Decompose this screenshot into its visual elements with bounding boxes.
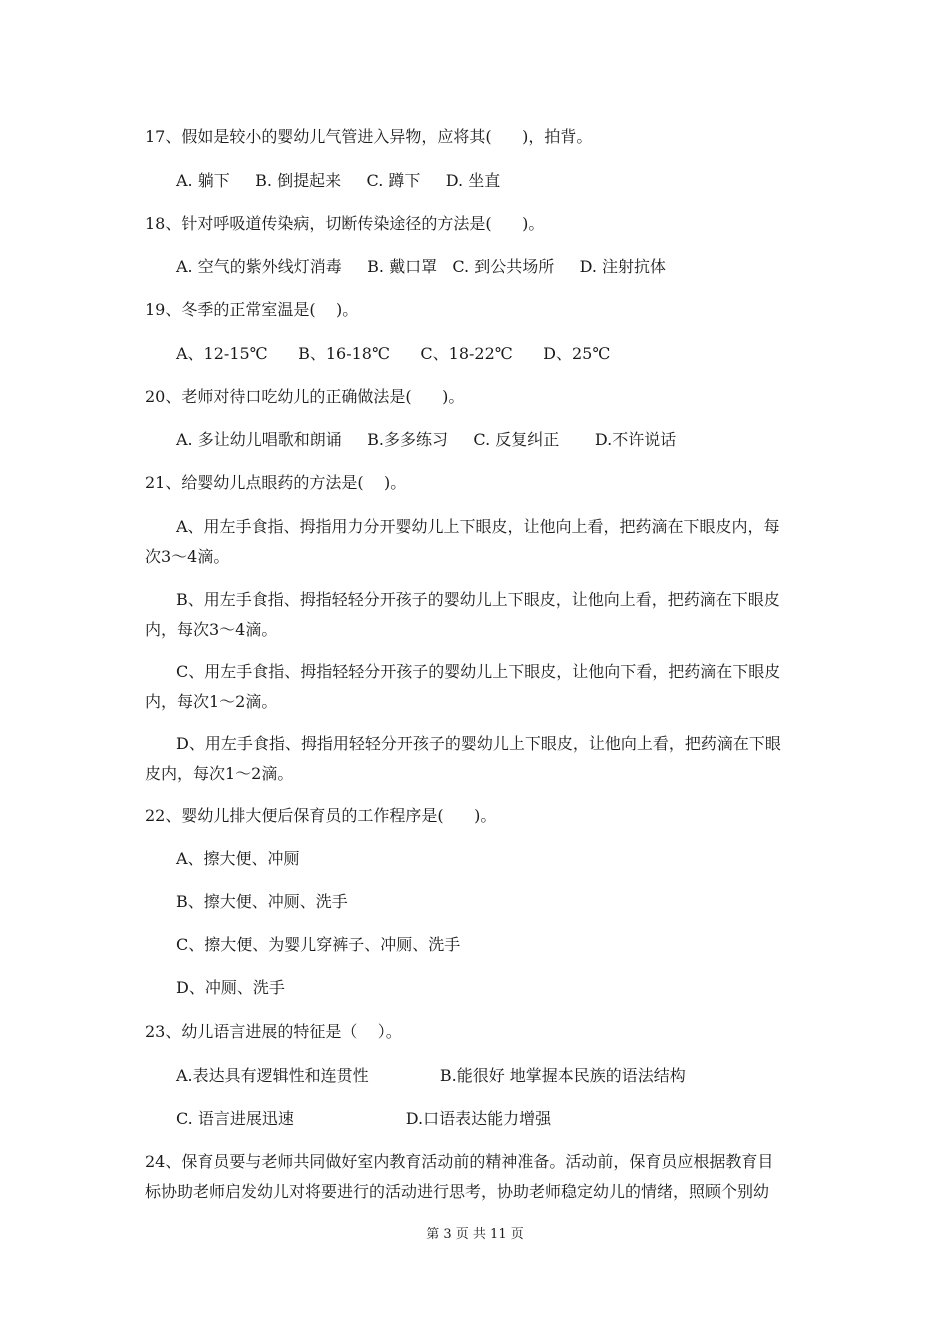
question-17-options: A. 躺下 B. 倒提起来 C. 蹲下 D. 坐直 [176, 171, 501, 190]
question-20-options: A. 多让幼儿唱歌和朗诵 B.多多练习 C. 反复纠正 D.不许说话 [176, 430, 677, 449]
question-19-options: A、12-15℃ B、16-18℃ C、18-22℃ D、25℃ [176, 344, 611, 363]
question-21-option-d-line2: 皮内，每次1～2滴。 [145, 764, 294, 783]
question-22-stem: 22、婴幼儿排大便后保育员的工作程序是( )。 [145, 806, 497, 825]
question-22-option-b: B、擦大便、冲厕、洗手 [176, 892, 348, 911]
question-17-stem: 17、假如是较小的婴幼儿气管进入异物，应将其( )，拍背。 [145, 127, 593, 146]
question-21-option-d-line1: D、用左手食指、拇指用轻轻分开孩子的婴幼儿上下眼皮，让他向上看，把药滴在下眼 [176, 734, 781, 753]
question-21-option-a-line1: A、用左手食指、拇指用力分开婴幼儿上下眼皮，让他向上看，把药滴在下眼皮内，每 [176, 517, 780, 536]
question-21-option-b-line1: B、用左手食指、拇指轻轻分开孩子的婴幼儿上下眼皮，让他向上看，把药滴在下眼皮 [176, 590, 780, 609]
question-19-stem: 19、冬季的正常室温是( )。 [145, 300, 359, 319]
page-footer: 第 3 页 共 11 页 [426, 1227, 524, 1242]
question-18-stem: 18、针对呼吸道传染病，切断传染途径的方法是( )。 [145, 214, 545, 233]
question-23-options-row1: A.表达具有逻辑性和连贯性 B.能很好 地掌握本民族的语法结构 [176, 1066, 686, 1085]
question-21-option-b-line2: 内，每次3～4滴。 [145, 620, 278, 639]
question-24-line1: 24、保育员要与老师共同做好室内教育活动前的精神准备。活动前，保育员应根据教育目 [145, 1152, 774, 1171]
question-21-option-c-line2: 内，每次1～2滴。 [145, 692, 278, 711]
question-21-stem: 21、给婴幼儿点眼药的方法是( )。 [145, 473, 407, 492]
question-20-stem: 20、老师对待口吃幼儿的正确做法是( )。 [145, 387, 465, 406]
question-21-option-a-line2: 次3～4滴。 [145, 547, 230, 566]
question-22-option-d: D、冲厕、洗手 [176, 978, 285, 997]
question-24-line2: 标协助老师启发幼儿对将要进行的活动进行思考，协助老师稳定幼儿的情绪，照顾个别幼 [145, 1182, 770, 1201]
question-22-option-a: A、擦大便、冲厕 [176, 849, 300, 868]
question-18-options: A. 空气的紫外线灯消毒 B. 戴口罩 C. 到公共场所 D. 注射抗体 [176, 257, 667, 276]
question-23-stem: 23、幼儿语言进展的特征是（ ）。 [145, 1022, 402, 1041]
question-22-option-c: C、擦大便、为婴儿穿裤子、冲厕、洗手 [176, 935, 461, 954]
question-23-options-row2: C. 语言进展迅速 D.口语表达能力增强 [176, 1109, 552, 1128]
question-21-option-c-line1: C、用左手食指、拇指轻轻分开孩子的婴幼儿上下眼皮，让他向下看，把药滴在下眼皮 [176, 662, 781, 681]
